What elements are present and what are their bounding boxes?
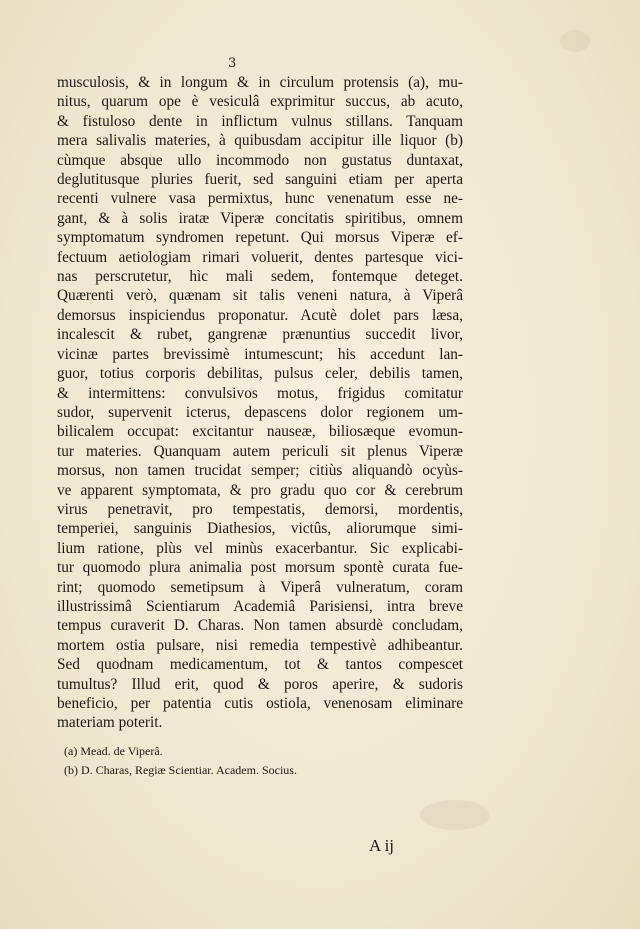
text-line: & fistuloso dente in inflictum vulnus stillans. Tanquam [57, 112, 463, 130]
text-line: vicinæ partes brevissimè intumescunt; his accedunt lan- [57, 345, 463, 363]
text-line: Quærenti verò, quænam sit talis veneni natura, à Viperâ [57, 287, 463, 305]
text-line: & intermittens: convulsivos motus, frigidus comitatur [57, 384, 463, 402]
text-line: fectuum aetiologiam rimari voluerit, dentes partesque vici- [57, 248, 463, 266]
text-line: recenti vulnere vasa permixtus, hunc venenatum esse ne- [57, 190, 463, 208]
text-line: mortem ostia pulsare, nisi remedia tempestivè adhibeantur. [57, 636, 463, 654]
text-line: tumultus? Illud erit, quod & poros aperire, & sudoris [57, 675, 463, 693]
text-line: sudor, supervenit icterus, depascens dolor regionem um- [57, 403, 463, 421]
text-line: beneficio, per patentia cutis ostiola, venenosam eliminare [57, 695, 463, 712]
page-number: 3 [228, 56, 237, 71]
footnote: (b) D. Charas, Regiæ Scientiar. Academ. Socius. [64, 763, 297, 777]
body-text [57, 73, 463, 733]
paper-stain [420, 800, 490, 830]
text-line: guor, totius corporis debilitas, pulsus celer, debilis tamen, [57, 365, 463, 383]
text-line: mera salivalis materies, à quibusdam accipitur ille liquor (b) [57, 132, 463, 150]
text-line: Sed quodnam medicamentum, tot & tantos compescet [57, 656, 463, 674]
text-line: materiam poterit. [57, 714, 163, 732]
text-line: ve apparent symptomata, & pro gradu quo cor & cerebrum [57, 481, 463, 499]
text-line: nitus, quarum ope è vesiculâ exprimitur succus, ab acuto, [57, 93, 463, 111]
text-line: tur quomodo plura animalia post morsum spontè curata fue- [57, 559, 463, 577]
text-line: nas perscrutetur, hìc mali sedem, fontemque deteget. [57, 268, 463, 286]
text-line: rint; quomodo semetipsum à Viperâ vulneratum, coram [57, 578, 463, 596]
text-line: virus penetravit, pro tempestatis, demorsi, mordentis, [57, 500, 463, 518]
text-line: illustrissimâ Scientiarum Academiâ Parisiensi, intra breve [57, 597, 463, 615]
text-line: gant, & à solis iratæ Viperæ concitatis spiritibus, omnem [57, 209, 463, 227]
text-line: demorsus inspiciendus proponatur. Acutè dolet pars læsa, [57, 306, 463, 324]
text-line: cùmque absque ullo incommodo non gustatus duntaxat, [57, 151, 463, 169]
text-line: temperiei, sanguinis Diathesios, victûs, aliorumque simi- [57, 520, 463, 538]
footnote: (a) Mead. de Viperâ. [64, 744, 163, 758]
footnotes [64, 742, 464, 780]
text-line: musculosis, & in longum & in circulum protensis (a), mu- [57, 74, 463, 91]
signature-mark: A ij [369, 836, 395, 855]
text-line: symptomatum syndromen repetunt. Qui morsus Viperæ ef- [57, 229, 463, 247]
text-line: morsus, non tamen trucidat semper; citiùs aliquandò ocyùs- [57, 462, 463, 480]
paper-stain [560, 30, 590, 52]
text-line: incalescit & rubet, gangrenæ prænuntius succedit livor, [57, 326, 463, 344]
text-line: lium ratione, plùs vel minùs exacerbantur. Sic explicabi- [57, 539, 463, 557]
text-line: bilicalem occupat: excitantur nauseæ, biliosæque evomun- [57, 423, 463, 441]
text-line: deglutitusque pluries fuerit, sed sanguini etiam per aperta [57, 171, 463, 189]
text-line: tempus curaverit D. Charas. Non tamen absurdè concludam, [57, 617, 463, 635]
text-line: tur materies. Quanquam autem periculi sit plenus Viperæ [57, 442, 463, 460]
